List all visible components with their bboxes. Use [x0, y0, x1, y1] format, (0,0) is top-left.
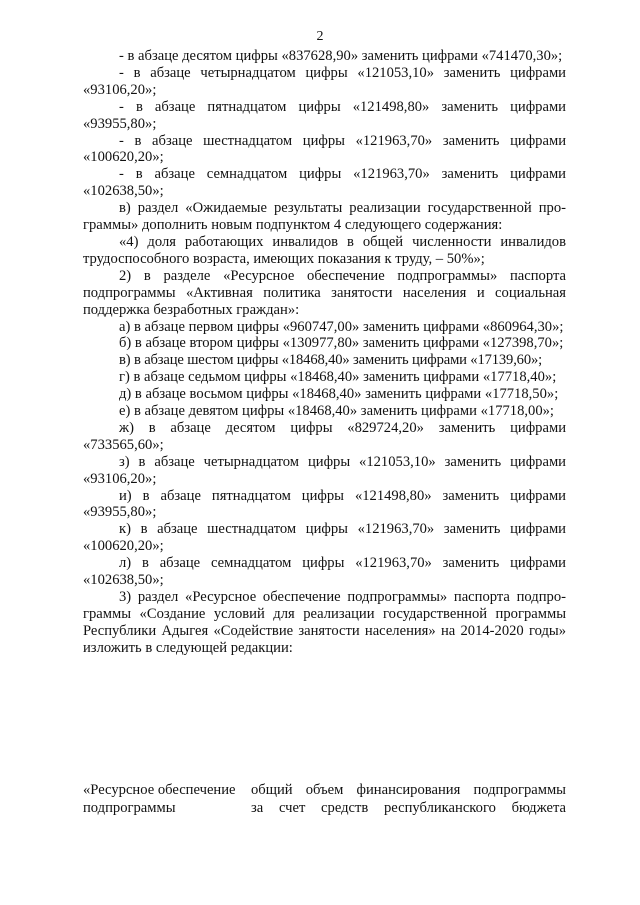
resource-row: [83, 781, 566, 799]
resource-label: подпрограммы: [83, 800, 176, 816]
resource-value: за счет средств республиканского бюджета: [251, 800, 566, 816]
resource-provision-table: [83, 781, 566, 817]
paragraph: - в абзаце пятнадцатом цифры «121498,80» заменить цифрами «93955,80»;: [83, 98, 566, 132]
document-body: [83, 48, 566, 657]
resource-value: общий объем финансирования подпрограммы: [251, 782, 566, 798]
paragraph: - в абзаце десятом цифры «837628,90» заменить цифрами «741470,30»;: [119, 48, 563, 64]
paragraph: - в абзаце семнадцатом цифры «121963,70» заменить цифрами «102638,50»;: [83, 166, 566, 200]
paragraph: - в абзаце четырнадцатом цифры «121053,10» заменить цифрами «93106,20»;: [83, 64, 566, 98]
paragraph: а) в абзаце первом цифры «960747,00» заменить цифрами «860964,30»;: [119, 318, 564, 335]
paragraph: е) в абзаце девятом цифры «18468,40» заменить цифрами «17718,00»;: [119, 403, 554, 420]
paragraph: 3) раздел «Ресурсное обеспечение подпрограммы» паспорта подпрограммы «Создание условий для реализации государственной программы Республики Адыгея «Содействие занятости населения» на 2014-2020 годы» изложить в следующей редакции:: [83, 589, 566, 656]
resource-label: «Ресурсное обеспечение: [83, 782, 236, 798]
paragraph: в) раздел «Ожидаемые результаты реализации государственной программы» дополнить новым подпунктом 4 следующего содержания:: [83, 200, 566, 234]
paragraph: 2) в разделе «Ресурсное обеспечение подпрограммы» паспорта подпрограммы «Активная политика занятости населения и социальная поддержка безработных граждан»:: [83, 267, 566, 318]
paragraph: л) в абзаце семнадцатом цифры «121963,70» заменить цифрами «102638,50»;: [83, 555, 566, 589]
paragraph: «4) доля работающих инвалидов в общей численности инвалидов трудоспособного возраста, имеющих показания к труду, – 50%»;: [83, 233, 566, 267]
resource-row: [83, 799, 566, 817]
paragraph: в) в абзаце шестом цифры «18468,40» заменить цифрами «17139,60»;: [119, 352, 543, 369]
paragraph: д) в абзаце восьмом цифры «18468,40» заменить цифрами «17718,50»;: [119, 386, 559, 403]
paragraph: и) в абзаце пятнадцатом цифры «121498,80» заменить цифрами «93955,80»;: [83, 487, 566, 521]
paragraph: б) в абзаце втором цифры «130977,80» заменить цифрами «127398,70»;: [119, 335, 564, 352]
paragraph: к) в абзаце шестнадцатом цифры «121963,70» заменить цифрами «100620,20»;: [83, 521, 566, 555]
paragraph: г) в абзаце седьмом цифры «18468,40» заменить цифрами «17718,40»;: [119, 369, 557, 386]
paragraph: - в абзаце шестнадцатом цифры «121963,70» заменить цифрами «100620,20»;: [83, 132, 566, 166]
paragraph: ж) в абзаце десятом цифры «829724,20» заменить цифрами «733565,60»;: [83, 419, 566, 453]
paragraph: з) в абзаце четырнадцатом цифры «121053,10» заменить цифрами «93106,20»;: [83, 453, 566, 487]
page-number: 2: [316, 29, 324, 44]
